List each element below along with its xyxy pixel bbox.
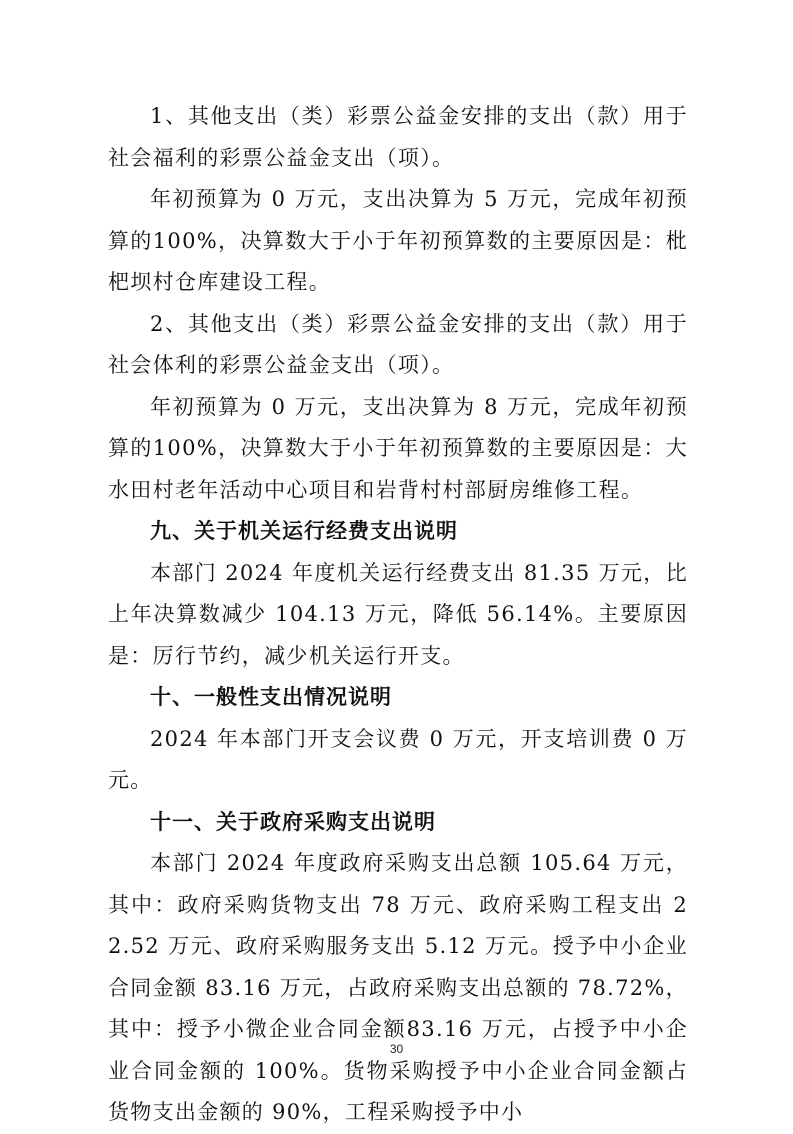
heading-section-9: 九、关于机关运行经费支出说明 [150,519,458,543]
para-item-2-title: 2、其他支出（类）彩票公益金安排的支出（款）用于社会体利的彩票公益金支出（项）。 [108,311,688,377]
para-section-10: 2024 年本部门开支会议费 0 万元，开支培训费 0 万元。 [108,726,688,792]
document-body [108,96,688,1134]
para-section-11: 本部门 2024 年度政府采购支出总额 105.64 万元，其中：政府采购货物支出 78 万元、政府采购工程支出 22.52 万元、政府采购服务支出 5.12 万元。授予中小企业合同金额 83.16 万元，占政府采购支出总额的 78.72%，其中：授予小微企业合同金额83.16 万元，占授予中小企业合同金额的 100%。货物采购授予中小企业合同金额占货物支出金额的 90%，工程采购授予中小 [108,851,688,1124]
para-item-1-detail: 年初预算为 0 万元，支出决算为 5 万元，完成年初预算的100%，决算数大于小于年初预算数的主要原因是：枇杷坝村仓库建设工程。 [108,187,688,294]
para-item-2-detail: 年初预算为 0 万元，支出决算为 8 万元，完成年初预算的100%，决算数大于小于年初预算数的主要原因是：大水田村老年活动中心项目和岩背村村部厨房维修工程。 [108,394,688,502]
para-item-1-title: 1、其他支出（类）彩票公益金安排的支出（款）用于社会福利的彩票公益金支出（项）。 [108,104,688,170]
para-section-9: 本部门 2024 年度机关运行经费支出 81.35 万元，比上年决算数减少 104.13 万元，降低 56.14%。主要原因是：厉行节约，减少机关运行开支。 [108,560,688,668]
heading-section-10: 十、一般性支出情况说明 [150,685,392,709]
page-number: 30 [389,1042,404,1056]
heading-section-11: 十一、关于政府采购支出说明 [150,809,436,834]
